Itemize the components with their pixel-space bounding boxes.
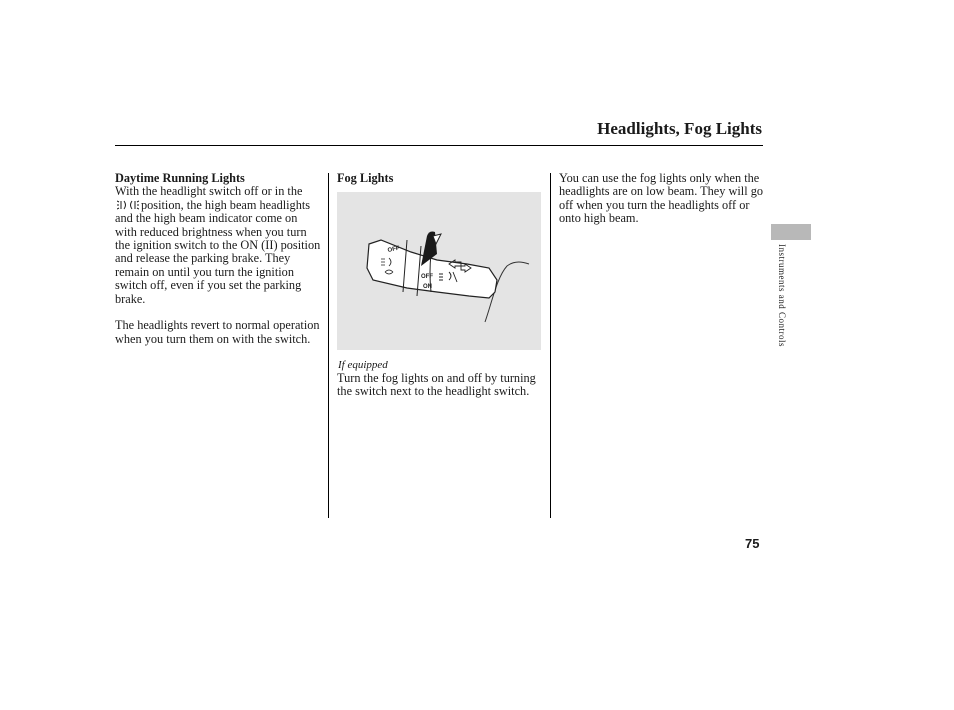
fog-lights-heading: Fog Lights (337, 171, 394, 185)
daytime-running-lights-heading: Daytime Running Lights (115, 171, 245, 185)
column-divider-right (550, 173, 551, 518)
off-label-lower: OFF (421, 274, 433, 280)
parking-lights-icon (117, 200, 139, 210)
right-column (559, 172, 765, 226)
section-side-label: Instruments and Controls (777, 244, 787, 347)
page-number: 75 (745, 536, 760, 551)
left-column (115, 172, 321, 346)
figure-caption: If equipped (338, 359, 388, 371)
fog-lights-paragraph: Turn the fog lights on and off by turning the switch next to the headlight switch. (337, 371, 536, 399)
page-title: Headlights, Fog Lights (597, 119, 762, 138)
off-label-top: OFF (387, 245, 401, 254)
daytime-running-lights-paragraph-1: With the headlight switch off or in theposition, the high beam headlights and the high beam indicator come on with reduced brightness when you turn the ignition switch to the ON (II) position and release the parking brake. They remain on until you turn the ignition switch off, even if you set the parking brake. (115, 184, 321, 306)
header-rule (115, 145, 763, 146)
middle-column (337, 172, 543, 185)
fog-lights-usage-paragraph: You can use the fog lights only when the headlights are on low beam. They will go off when you turn the headlights off or onto high beam. (559, 171, 763, 226)
column-divider-left (328, 173, 329, 518)
fog-light-switch-illustration (337, 192, 541, 350)
on-label: ON (423, 284, 432, 290)
daytime-running-lights-paragraph-2: The headlights revert to normal operation when you turn them on with the switch. (115, 318, 320, 346)
section-tab-marker (771, 224, 811, 240)
combination-switch-drawing (337, 192, 541, 350)
